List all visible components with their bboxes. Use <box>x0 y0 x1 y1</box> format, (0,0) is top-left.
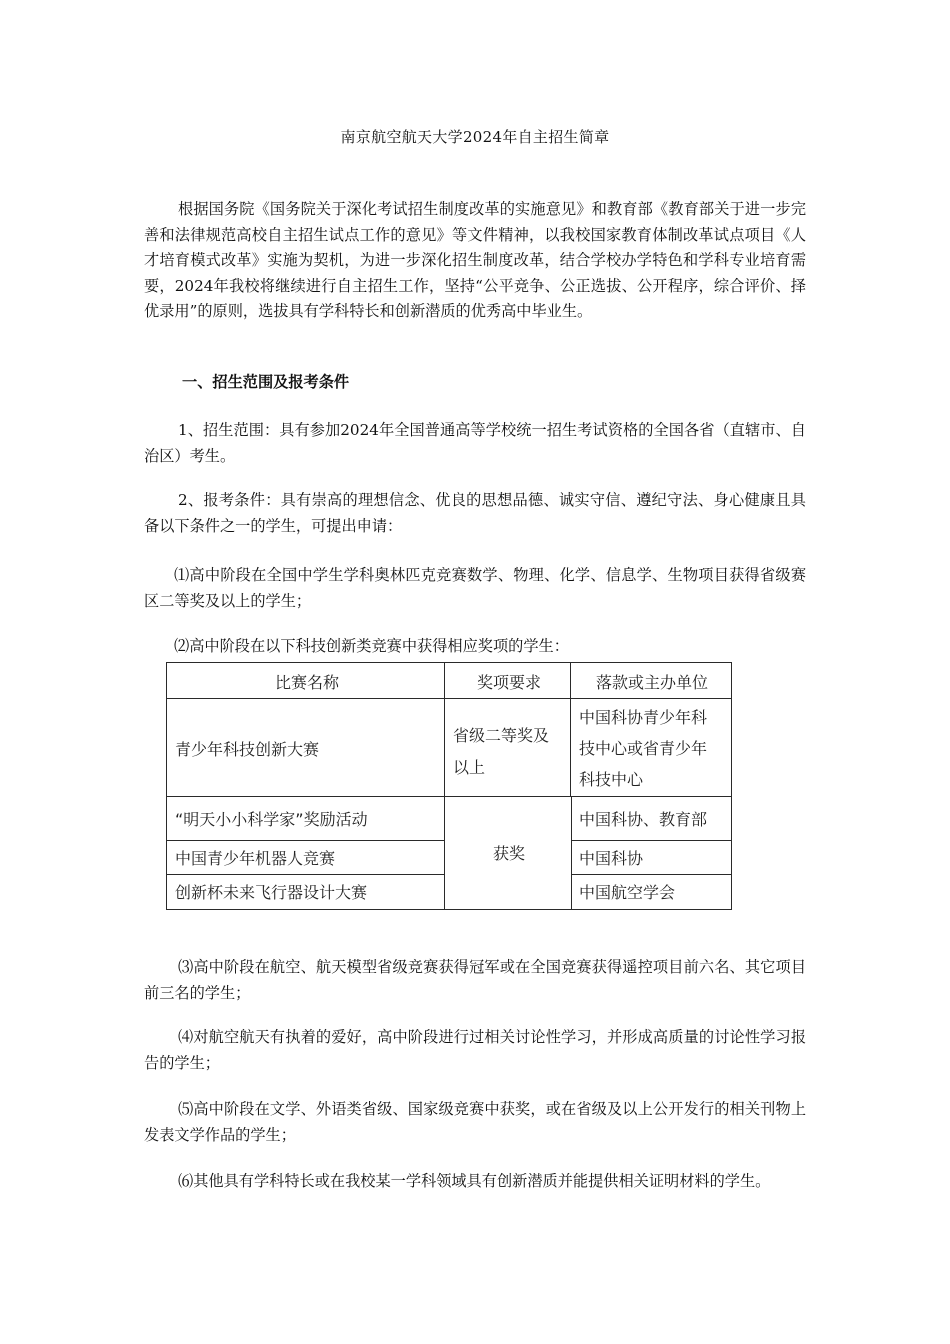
organizer-line: 科技中心 <box>579 770 644 789</box>
conditions-paragraph: 2、报考条件：具有崇高的理想信念、优良的思想品德、诚实守信、遵纪守法、身心健康且具备以下条件之一的学生，可提出申请： <box>144 491 806 535</box>
organizer-line: 技中心或省青少年 <box>579 739 708 758</box>
organizer-line: 中国科协青少年科 <box>579 708 708 727</box>
table-cell <box>444 698 572 798</box>
header-award-requirement: 奖项要求 <box>476 673 541 692</box>
organizer: 中国科协 <box>579 849 644 868</box>
table-row <box>166 796 446 842</box>
table-header-cell <box>166 662 446 700</box>
table-cell <box>570 796 732 842</box>
organizer: 中国科协、教育部 <box>579 810 708 829</box>
table-cell <box>570 874 732 910</box>
header-organizer: 落款或主办单位 <box>595 673 708 692</box>
table-row <box>166 698 446 798</box>
document-title: 南京航空航天大学2024年自主招生简章 <box>340 128 610 146</box>
award-requirement-line: 省级二等奖及 <box>453 726 550 745</box>
table-cell <box>570 698 732 798</box>
organizer: 中国航空学会 <box>579 883 676 902</box>
condition-item-1: ⑴高中阶段在全国中学生学科奥林匹克竞赛数学、物理、化学、信息学、生物项目获得省级赛区二等奖及以上的学生； <box>144 566 806 610</box>
condition-item-3: ⑶高中阶段在航空、航天模型省级竞赛获得冠军或在全国竞赛获得遥控项目前六名、其它项目前三名的学生； <box>144 958 806 1002</box>
table-row <box>166 840 446 876</box>
table-cell <box>570 840 732 876</box>
table-header-cell <box>444 662 572 700</box>
section-heading-1: 一、招生范围及报考条件 <box>182 373 350 391</box>
competition-name: “明天小小科学家”奖励活动 <box>175 810 368 829</box>
header-competition-name: 比赛名称 <box>274 673 339 692</box>
competition-name: 中国青少年机器人竞赛 <box>175 849 336 868</box>
scope-paragraph: 1、招生范围：具有参加2024年全国普通高等学校统一招生考试资格的全国各省（直辖市、自治区）考生。 <box>144 421 806 465</box>
competition-table <box>166 662 732 910</box>
condition-item-6: ⑹其他具有学科特长或在我校某一学科领域具有创新潜质并能提供相关证明材料的学生。 <box>178 1172 771 1190</box>
competition-name: 创新杯未来飞行器设计大赛 <box>175 883 368 902</box>
intro-paragraph: 根据国务院《国务院关于深化考试招生制度改革的实施意见》和教育部《教育部关于进一步完善和法律规范高校自主招生试点工作的意见》等文件精神，以我校国家教育体制改革试点项目《人才培育模式改革》实施为契机，为进一步深化招生制度改革，结合学校办学特色和学科专业培育需要，2024年我校将继续进行自主招生工作，坚持“公平竞争、公正选拔、公开程序，综合评价、择优录用”的原则，选拔具有学科特长和创新潜质的优秀高中毕业生。 <box>144 200 806 321</box>
merged-award-cell <box>444 796 572 910</box>
merged-award: 获奖 <box>492 844 525 863</box>
competition-name: 青少年科技创新大赛 <box>175 740 320 759</box>
table-row <box>166 874 446 910</box>
condition-item-5: ⑸高中阶段在文学、外语类省级、国家级竞赛中获奖，或在省级及以上公开发行的相关刊物上发表文学作品的学生； <box>144 1100 806 1144</box>
condition-item-4: ⑷对航空航天有执着的爱好，高中阶段进行过相关讨论性学习，并形成高质量的讨论性学习报告的学生； <box>144 1028 806 1072</box>
award-requirement-line: 以上 <box>453 758 486 777</box>
condition-item-2: ⑵高中阶段在以下科技创新类竞赛中获得相应奖项的学生： <box>174 637 569 655</box>
table-header-cell <box>570 662 732 700</box>
